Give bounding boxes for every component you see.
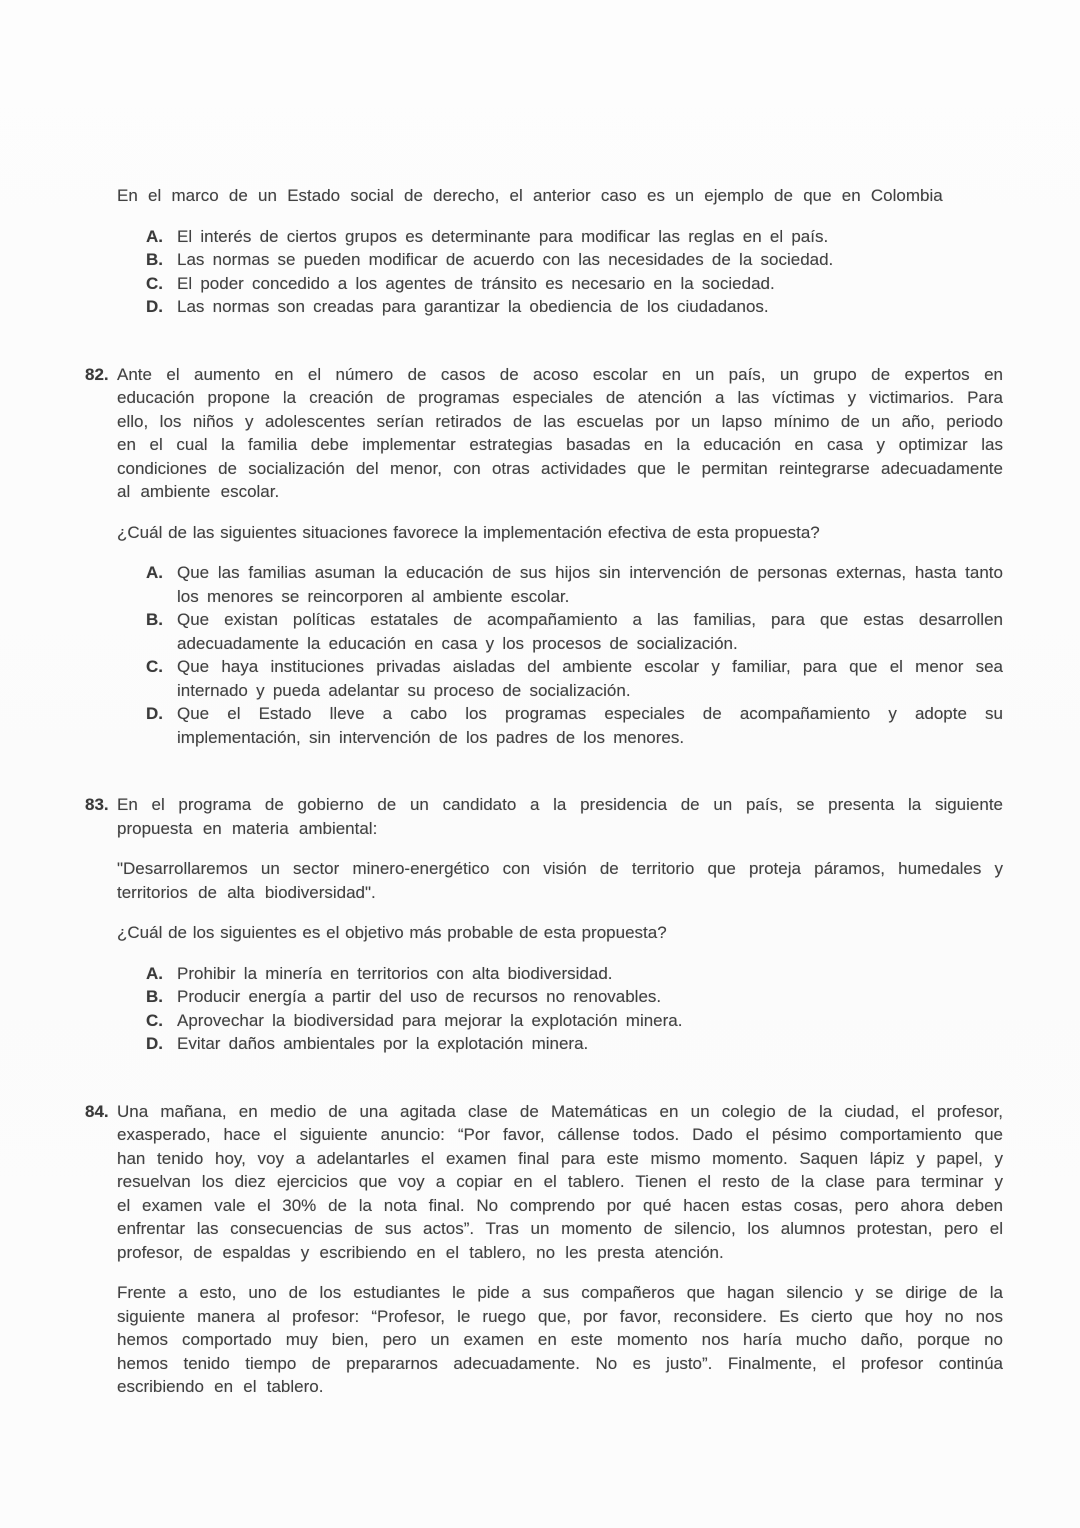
option-text: Prohibir la minería en territorios con alta biodiversidad. <box>177 963 613 983</box>
question-prompt: ¿Cuál de los siguientes es el objetivo más probable de esta propuesta? <box>117 923 667 942</box>
question-paragraph: Ante el aumento en el número de casos de acoso escolar en un país, un grupo de expertos en educación propone la creación de programas especiales de atención a las víctimas y victimarios. Para ello, los niños y adolescentes serían retirados de las escuelas por un lapso mínimo de un año, periodo en el cual la familia debe implementar estrategias basadas en la educación en casa y optimizar las condiciones de socialización del menor, con otras actividades que le permitan reintegrarse adecuadamente al ambiente escolar. <box>117 364 1003 501</box>
question-paragraph: En el programa de gobierno de un candidato a la presidencia de un país, se presenta la siguiente propuesta en materia ambiental: <box>117 795 1003 838</box>
option-text: Que el Estado lleve a cabo los programas especiales de acompañamiento y adopte su implementación, sin intervención de los padres de los menores. <box>177 704 1003 747</box>
question-paragraph: Frente a esto, uno de los estudiantes le pide a sus compañeros que hagan silencio y se dirige de la siguiente manera al profesor: “Profesor, le ruego que, por favor, reconsidere. Es cierto que hoy no nos hemos comportado muy bien, pero un examen en este momento nos haría mucho daño, porque no hemos tenido tiempo de prepararnos adecuadamente. No es justo”. Finalmente, el profesor continúa escribiendo en el tablero. <box>117 1283 1003 1396</box>
option-letter: B. <box>146 987 163 1006</box>
question-number: 82. <box>85 364 109 384</box>
question-block <box>85 793 1003 1056</box>
answer-option <box>117 1032 1003 1056</box>
question-paragraph: Una mañana, en medio de una agitada clase de Matemáticas en un colegio de la ciudad, el profesor, exasperado, hace el siguiente anuncio: “Por favor, cállense todos. Dado el pésimo comportamiento que han tenido hoy, voy a adelantarles el examen final para este mismo momento. Saquen lápiz y papel, y resuelvan los diez ejercicios que voy a copiar en el tablero. Tienen el resto de la clase para terminar y el examen vale el 30% de la nota final. No comprendo por qué hacen estas cosas, pero ahora deben enfrentar las consecuencias de sus actos”. Tras un momento de silencio, los alumnos protestan, pero el profesor, de espaldas y escribiendo en el tablero, no les presta atención. <box>117 1101 1003 1262</box>
questions-container <box>85 184 1003 1399</box>
answer-option <box>117 295 1003 319</box>
option-letter: A. <box>146 963 163 983</box>
answer-option <box>117 1009 1003 1033</box>
question-content <box>117 363 1003 750</box>
options-list <box>117 225 1003 319</box>
option-letter: B. <box>146 610 163 629</box>
option-text: Que haya instituciones privadas aisladas del ambiente escolar y familiar, para que el menor sea internado y pueda adelantar su proceso de socialización. <box>177 657 1003 700</box>
answer-option <box>117 225 1003 249</box>
option-letter: B. <box>146 250 163 269</box>
question-content <box>117 184 1003 319</box>
answer-option <box>117 702 1003 749</box>
option-text: El interés de ciertos grupos es determinante para modificar las reglas en el país. <box>177 226 829 246</box>
option-letter: C. <box>146 273 163 293</box>
question-block <box>85 1100 1003 1399</box>
question-number: 83. <box>85 795 109 814</box>
answer-option <box>117 655 1003 702</box>
options-list <box>117 561 1003 749</box>
question-number: 84. <box>85 1101 109 1121</box>
option-text: Que existan políticas estatales de acompañamiento a las familias, para que estas desarrollen adecuadamente la educación en casa y los procesos de socialización. <box>177 610 1003 653</box>
answer-option <box>117 608 1003 655</box>
option-text: Producir energía a partir del uso de recursos no renovables. <box>177 987 662 1006</box>
option-letter: D. <box>146 297 163 316</box>
question-prompt: ¿Cuál de las siguientes situaciones favorece la implementación efectiva de esta propuesta? <box>117 522 820 542</box>
option-text: Las normas se pueden modificar de acuerdo con las necesidades de la sociedad. <box>177 250 834 269</box>
option-letter: A. <box>146 226 163 246</box>
option-letter: C. <box>146 1010 163 1030</box>
option-letter: D. <box>146 1034 163 1053</box>
options-list <box>117 962 1003 1056</box>
answer-option <box>117 985 1003 1009</box>
option-letter: D. <box>146 704 163 723</box>
answer-option <box>117 561 1003 608</box>
answer-option <box>117 962 1003 986</box>
option-text: Evitar daños ambientales por la explotación minera. <box>177 1034 589 1053</box>
question-content <box>117 1100 1003 1399</box>
question-content <box>117 793 1003 1056</box>
question-paragraph: "Desarrollaremos un sector minero-energético con visión de territorio que proteja páramos, humedales y territorios de alta biodiversidad". <box>117 859 1003 902</box>
option-text: Las normas son creadas para garantizar la obediencia de los ciudadanos. <box>177 297 769 316</box>
option-letter: A. <box>146 563 163 582</box>
answer-option <box>117 272 1003 296</box>
question-block <box>85 363 1003 750</box>
option-text: Que las familias asuman la educación de sus hijos sin intervención de personas externas, hasta tanto los menores se reincorporen al ambiente escolar. <box>177 563 1003 606</box>
question-paragraph: En el marco de un Estado social de derecho, el anterior caso es un ejemplo de que en Colombia <box>117 186 943 205</box>
answer-option <box>117 248 1003 272</box>
option-letter: C. <box>146 657 163 676</box>
option-text: Aprovechar la biodiversidad para mejorar la explotación minera. <box>177 1010 683 1030</box>
option-text: El poder concedido a los agentes de tránsito es necesario en la sociedad. <box>177 273 775 293</box>
question-block <box>85 184 1003 319</box>
